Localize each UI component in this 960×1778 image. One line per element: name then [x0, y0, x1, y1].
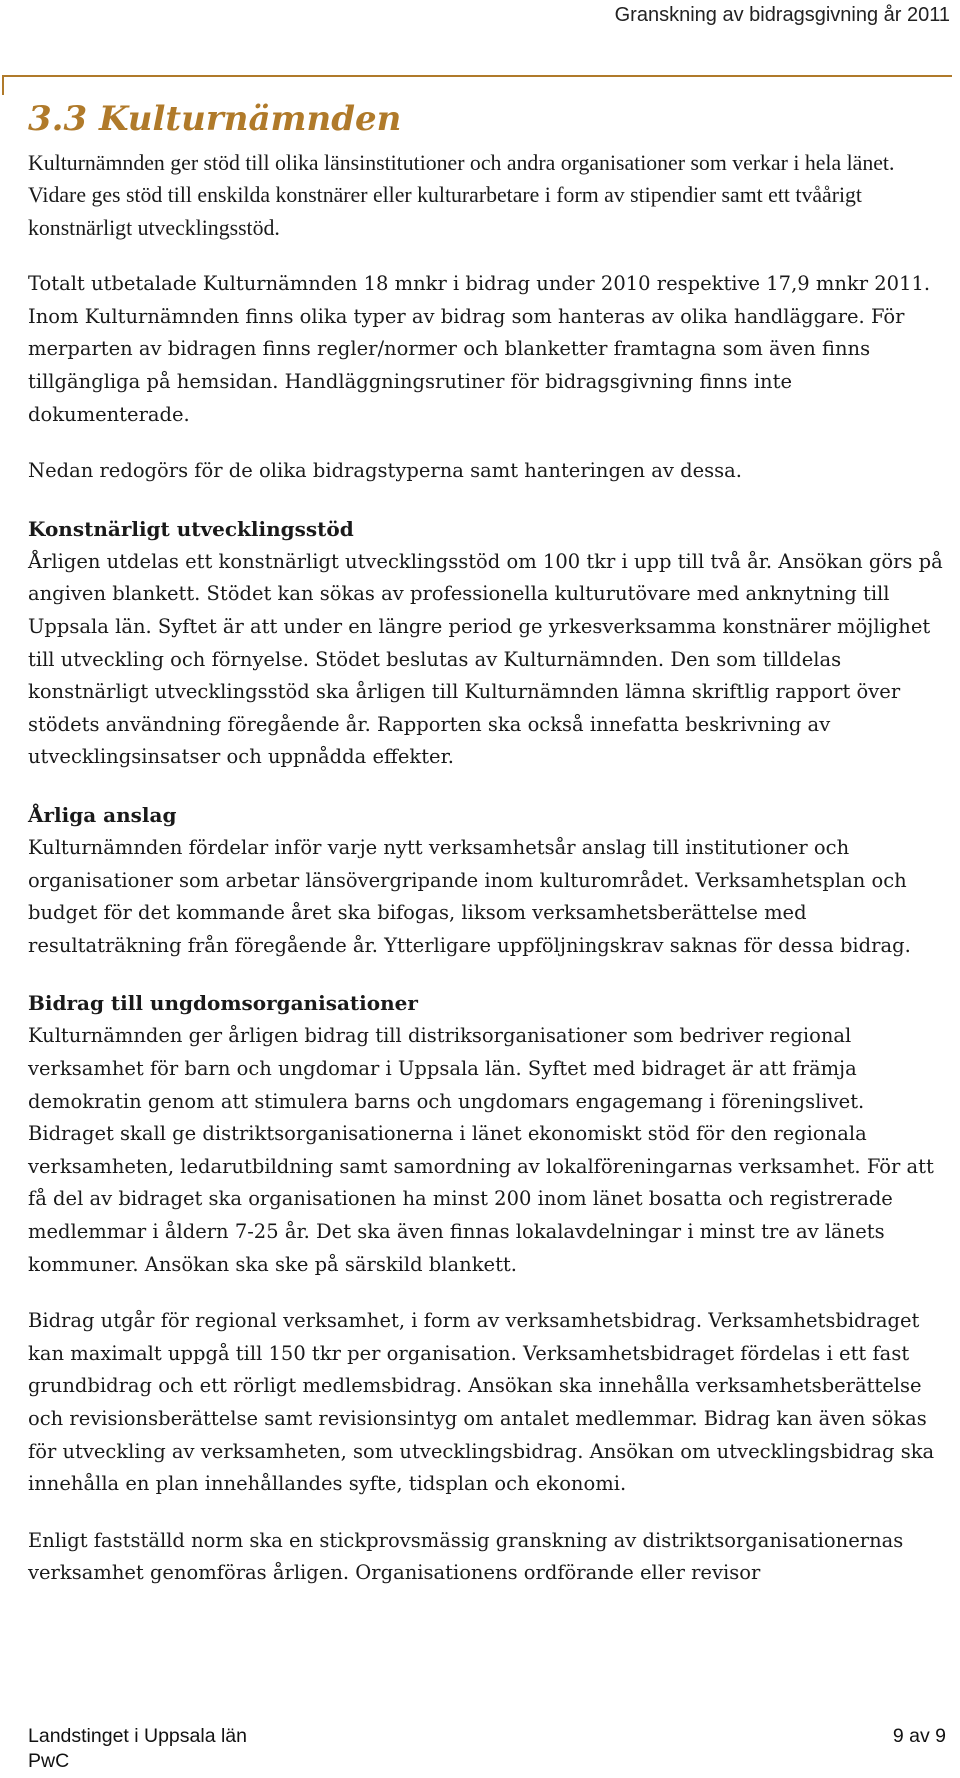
page-footer — [28, 1724, 946, 1774]
ungdom-paragraph-3: Enligt fastställd norm ska en stickprovsmässig granskning av distriktsorganisationernas verksamhet genomföras årligen. Organisationens ordförande eller revisor — [28, 1528, 904, 1585]
header-corner-rule — [2, 75, 952, 95]
subsection-heading-ungdomsorganisationer: Bidrag till ungdomsorganisationer — [28, 991, 418, 1016]
konstnarligt-paragraph: Årligen utdelas ett konstnärligt utvecklingsstöd om 100 tkr i upp till två år. Ansökan görs på angiven blankett. Stödet kan sökas av professionella kulturutövare med anknytning till Uppsala län. Syftet är att under en längre period ge yrkesverksamma konstnärer möjlighet till utveckling och förnyelse. Stödet beslutas av Kulturnämnden. Den som tilldelas konstnärligt utvecklingsstöd ska årligen till Kulturnämnden lämna skriftlig rapport över stödets användning föregående år. Rapporten ska också innefatta beskrivning av utvecklingsinsatser och uppnådda effekter. — [28, 549, 943, 769]
ungdom-paragraph-2: Bidrag utgår för regional verksamhet, i form av verksamhetsbidrag. Verksamhetsbidraget kan maximalt uppgå till 150 tkr per organisation. Verksamhetsbidraget fördelas i ett fast grundbidrag och ett rörligt medlemsbidrag. Ansökan ska innehålla verksamhetsberättelse och revisionsberättelse samt revisionsintyg om antalet medlemmar. Bidrag kan även sökas för utveckling av verksamheten, som utvecklingsbidrag. Ansökan om utvecklingsbidrag ska innehålla en plan innehållandes syfte, tidsplan och ekonomi. — [28, 1309, 935, 1496]
subsection-heading-arliga-anslag: Årliga anslag — [28, 803, 177, 827]
ungdom-paragraph-1: Kulturnämnden ger årligen bidrag till distriksorganisationer som bedriver regional verksamhet för barn och ungdomar i Uppsala län. Syftet med bidraget är att främja demokratin genom att stimulera barns och ungdomars engagemang i föreningslivet. Bidraget skall ge distriktsorganisationerna i länet ekonomiskt stöd för den regionala verksamheten, ledarutbildning samt samordning av lokalföreningarnas verksamhet. För att få del av bidraget ska organisationen ha minst 200 inom länet bosatta och registrerade medlemmar i åldern 7-25 år. Det ska även finnas lokalavdelningar i minst tre av länets kommuner. Ansökan ska ske på särskild blankett. — [28, 1024, 934, 1276]
subsection-heading-konstnarligt: Konstnärligt utvecklingsstöd — [28, 516, 354, 541]
arliga-anslag-paragraph: Kulturnämnden fördelar inför varje nytt verksamhetsår anslag till institutioner och organisationer som arbetar länsövergripande inom kulturområdet. Verksamhetsplan och budget för det kommande året ska bifogas, liksom verksamhetsberättelse med resultaträkning från föregående år. Ytterligare uppföljningskrav saknas för dessa bidrag. — [28, 836, 911, 957]
overview-paragraph: Nedan redogörs för de olika bidragstyperna samt hanteringen av dessa. — [28, 459, 742, 483]
footer-organization: Landstinget i Uppsala län — [28, 1725, 247, 1747]
footer-company: PwC — [28, 1750, 70, 1772]
page-number: 9 av 9 — [892, 1725, 946, 1747]
intro-paragraph: Kulturnämnden ger stöd till olika länsinstitutioner och andra organisationer som verkar i hela länet. Vidare ges stöd till enskilda konstnärer eller kulturarbetare i form av stipendier samt ett tvåårigt konstnärligt utvecklingsstöd. — [28, 150, 895, 240]
running-header: Granskning av bidragsgivning år 2011 — [614, 4, 950, 26]
page-content — [28, 98, 948, 1590]
section-title: 3.3 Kulturnämnden — [28, 99, 402, 139]
totals-paragraph: Totalt utbetalade Kulturnämnden 18 mnkr i bidrag under 2010 respektive 17,9 mnkr 2011. Inom Kulturnämnden finns olika typer av bidrag som hanteras av olika handläggare. För merparten av bidragen finns regler/normer och blanketter framtagna som även finns tillgängliga på hemsidan. Handläggningsrutiner för bidragsgivning finns inte dokumenterade. — [28, 272, 931, 426]
